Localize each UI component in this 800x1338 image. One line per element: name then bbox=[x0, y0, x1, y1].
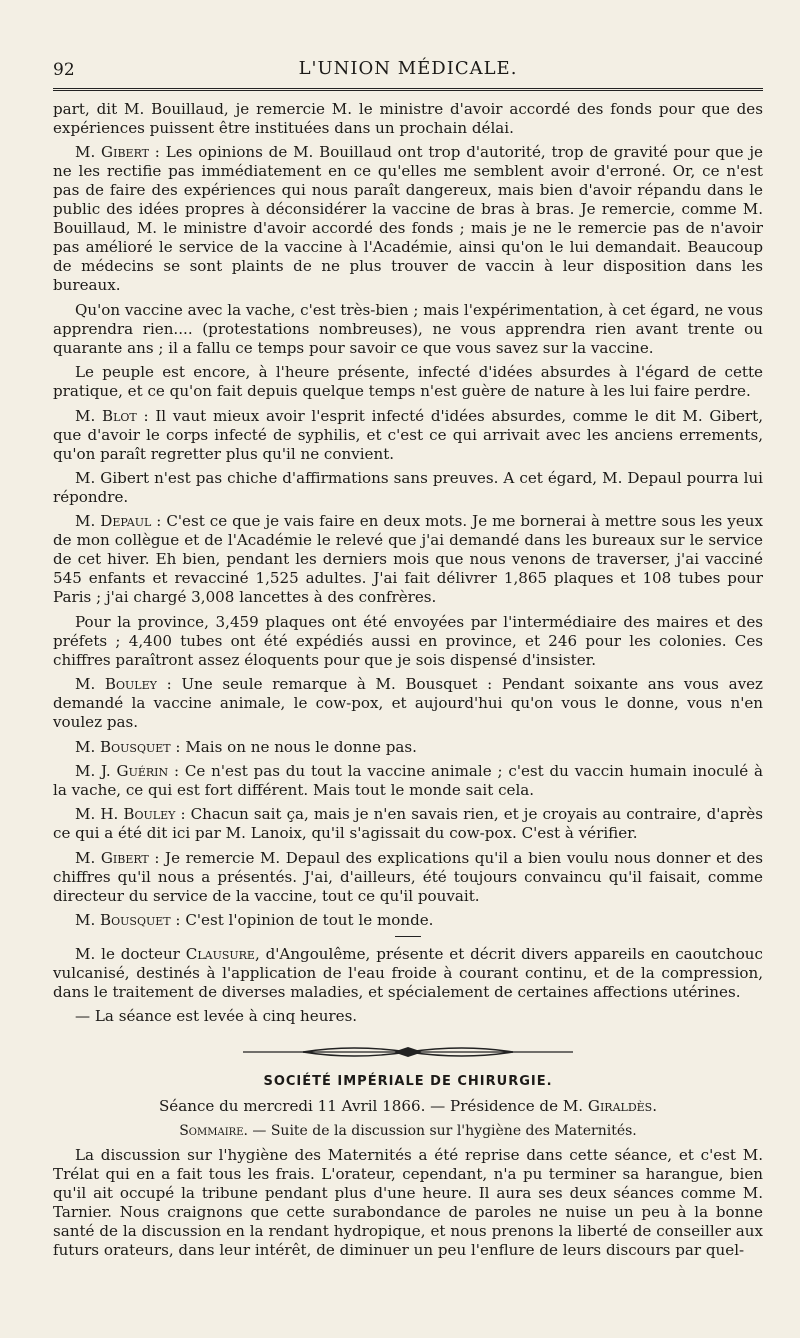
paragraph: Qu'on vaccine avec la vache, c'est très-bien ; mais l'expérimentation, à cet égard, ne vous apprendra rien.... (protestations nombreuses), ne vous apprendra rien avant trente ou quarante ans ; il a fallu ce temps pour savoir ce que vous savez sur la vaccine. bbox=[53, 300, 763, 357]
speaker-name: M. Bousquet : bbox=[75, 911, 181, 930]
speaker-name: M. Bousquet : bbox=[75, 737, 181, 756]
president-name: M. Giraldès. bbox=[562, 1097, 658, 1116]
speaker-name: M. Blot : bbox=[75, 406, 149, 425]
short-divider bbox=[395, 936, 421, 937]
session-line: Séance du mercredi 11 Avril 1866. — Présidence de M. Giraldès. bbox=[158, 1097, 658, 1116]
summary-line: Sommaire. — Suite de la discussion sur l'hygiène des Maternités. bbox=[179, 1122, 637, 1139]
article-body bbox=[53, 100, 763, 1266]
paragraph: Pour la province, 3,459 plaques ont été envoyées par l'intermédiaire des maires et des préfets ; 4,400 tubes ont été expédiés aussi en province, et 246 pour les colonies. Ces chiffres paraîtront assez éloquents pour que je sois dispensé d'insister. bbox=[53, 612, 763, 669]
paragraph: M. le docteur Clausure, d'Angoulême, présente et décrit divers appareils en caoutchouc vulcanisé, destinés à l'application de l'eau froide à courant continu, et de la compression, dans le traitement de diverses maladies, et spécialement de certaines affections utérines. bbox=[53, 945, 763, 1002]
summary-label: Sommaire. bbox=[179, 1122, 248, 1139]
running-title: L'UNION MÉDICALE. bbox=[298, 58, 518, 79]
page-header bbox=[53, 48, 763, 82]
speaker-name: M. J. Guérin : bbox=[75, 761, 180, 780]
speaker-name: M. Gibert : bbox=[75, 848, 160, 867]
paragraph: M. Bousquet : Mais on ne nous le donne pas. bbox=[75, 737, 417, 756]
paragraph: M. Bouley : Une seule remarque à M. Bousquet : Pendant soixante ans vous avez demandé la vaccine animale, le cow-pox, et aujourd'hui qu'on vous le donne, vous n'en voulez pas. bbox=[53, 675, 763, 732]
speaker-name: M. H. Bouley : bbox=[75, 805, 186, 824]
paragraph: part, dit M. Bouillaud, je remercie M. le ministre d'avoir accordé des fonds pour que des expériences puissent être instituées dans un prochain délai. bbox=[53, 100, 763, 137]
paragraph: Le peuple est encore, à l'heure présente, infecté d'idées absurdes à l'égard de cette pratique, et ce qu'on fait depuis quelque temps n'est guère de nature à les lui faire perdre. bbox=[53, 363, 763, 401]
journal-page bbox=[53, 48, 763, 1260]
header-rule bbox=[53, 88, 763, 91]
paragraph: M. Gibert n'est pas chiche d'affirmations sans preuves. A cet égard, M. Depaul pourra lui répondre. bbox=[53, 468, 763, 506]
paragraph: M. J. Guérin : Ce n'est pas du tout la vaccine animale ; c'est du vaccin humain inoculé à la vache, ce qui est fort différent. Mais tout le monde sait cela. bbox=[53, 761, 763, 799]
speaker-name: M. Bouley : bbox=[75, 675, 172, 694]
paragraph: — La séance est levée à cinq heures. bbox=[75, 1007, 358, 1026]
paragraph: M. Bousquet : C'est l'opinion de tout le monde. bbox=[75, 911, 434, 930]
paragraph: M. Gibert : Je remercie M. Depaul des explications qu'il a bien voulu nous donner et des chiffres qu'il nous a présentés. J'ai, d'ailleurs, été toujours convaincu qu'il faisait, comme directeur du service de la vaccine, tout ce qu'il pouvait. bbox=[53, 848, 763, 905]
speaker-name: M. Depaul : bbox=[75, 512, 162, 531]
paragraph: M. H. Bouley : Chacun sait ça, mais je n'en savais rien, et je croyais au contraire, d'après ce qui a été dit ici par M. Lanoix, qu'il s'agissait du cow-pox. C'est à vérifier. bbox=[53, 805, 763, 843]
speaker-name: M. Gibert : bbox=[75, 143, 160, 162]
paragraph: M. Depaul : C'est ce que je vais faire en deux mots. Je me bornerai à mettre sous les yeux de mon collègue et de l'Académie le relevé que j'ai demandé dans les bureaux sur le service de cet hiver. Eh bien, pendant les derniers mois que nous venons de traverser, j'ai vacciné 545 enfants et revacciné 1,525 adultes. J'ai fait délivrer 1,865 plaques et 108 tubes pour Paris ; j'ai chargé 3,008 lancettes à des confrères. bbox=[53, 512, 763, 607]
section-title: SOCIÉTÉ IMPÉRIALE DE CHIRURGIE. bbox=[263, 1074, 553, 1090]
paragraph: M. Gibert : Les opinions de M. Bouillaud ont trop d'autorité, trop de gravité pour que je ne les rectifie pas immédiatement en ce qu'elles me semblent avoir d'erroné. Or, ce n'est pas de faire des expériences qui nous paraît dangereux, mais bien d'avoir répandu dans le public des idées propres à déconsidérer la vaccine de bras à bras. Je remercie, comme M. Bouillaud, M. le ministre d'avoir accordé des fonds ; mais je ne le remercie pas de n'avoir pas amélioré le service de la vaccine à l'Académie, ainsi qu'on le lui demandait. Beaucoup de médecins se sont plaints de ne plus trouver de vaccin à leur disposition dans les bureaux. bbox=[53, 143, 763, 295]
clausure-note bbox=[53, 945, 763, 1026]
page-number: 92 bbox=[53, 60, 75, 80]
speaker-name: Clausure bbox=[185, 945, 255, 964]
paragraph: M. Blot : Il vaut mieux avoir l'esprit infecté d'idées absurdes, comme le dit M. Gibert, que d'avoir le corps infecté de syphilis, et c'est ce qui arrivait avec les anciens errements, qu'on paraît regretter plus qu'il ne convient. bbox=[53, 406, 763, 463]
section-paragraph: La discussion sur l'hygiène des Maternités a été reprise dans cette séance, et c'est M. Trélat qui en a fait tous les frais. L'orateur, cependant, n'a pu terminer sa harangue, bien qu'il ait occupé la tribune pendant plus d'une heure. Il aura ses deux séances comme M. Tarnier. Nous craignons que cette surabondance de paroles ne nuise un peu à la bonne santé de la discussion en la rendant hydropique, et nous prenons la liberté de conseiller aux futurs orateurs, dans leur intérêt, de diminuer un peu l'enflure de leurs discours par quel- bbox=[53, 1146, 763, 1260]
ornamental-divider bbox=[53, 1042, 763, 1064]
academy-debate bbox=[53, 100, 763, 930]
